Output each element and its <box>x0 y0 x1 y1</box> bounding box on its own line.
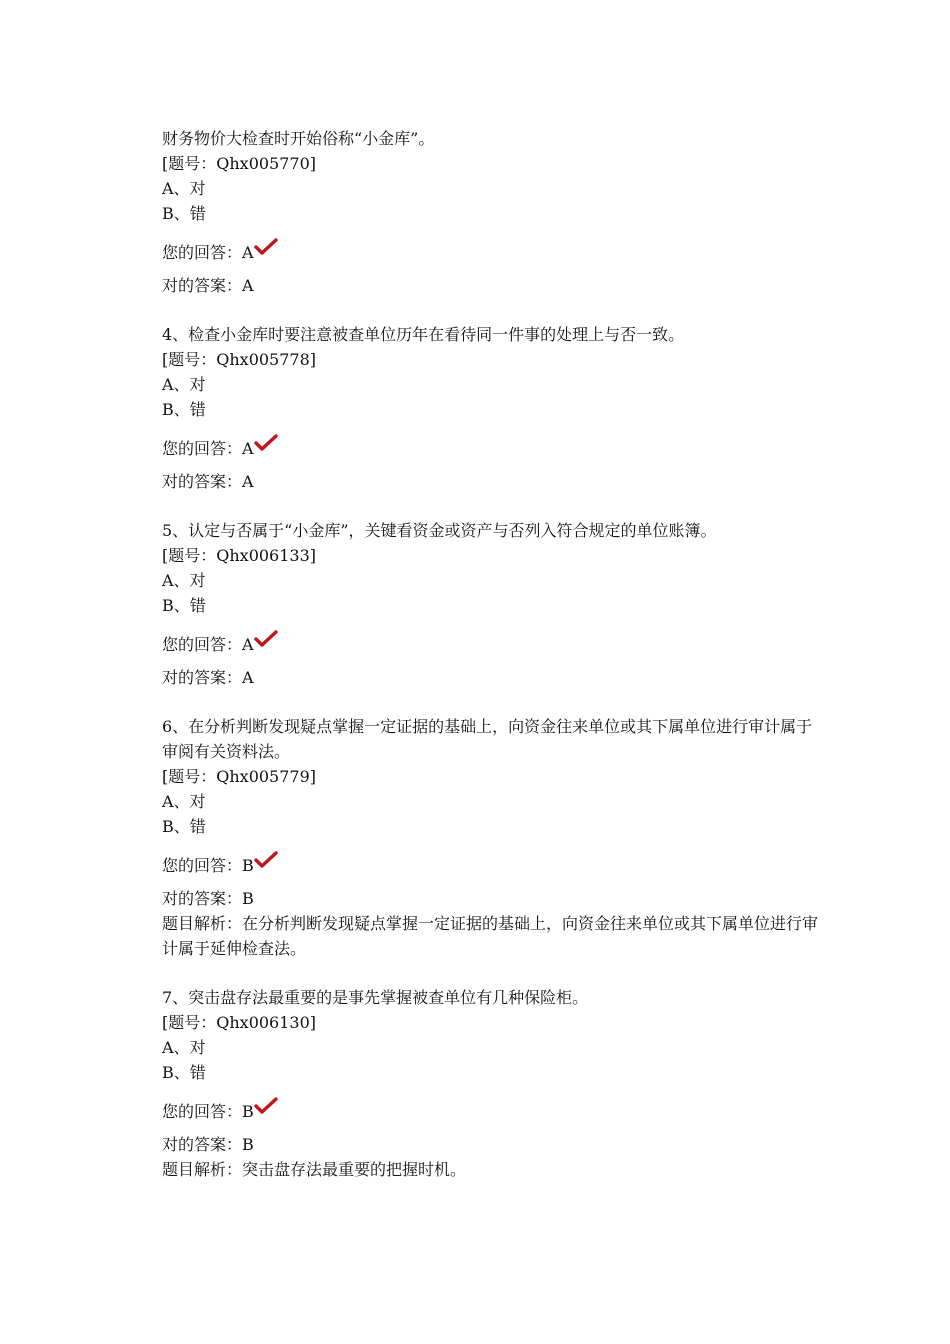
check-mark-icon <box>254 630 278 648</box>
correct-answer-label: 对的答案： <box>162 1135 243 1154</box>
your-answer-value: A <box>242 635 254 654</box>
option-b: B、错 <box>162 400 206 419</box>
correct-answer-label: 对的答案： <box>162 668 243 687</box>
check-mark-icon <box>254 238 278 256</box>
correct-answer-line <box>162 886 822 911</box>
option-a: A、对 <box>162 792 206 811</box>
question-block <box>162 322 822 494</box>
correct-answer-value: A <box>242 472 254 491</box>
your-answer-line <box>162 1097 822 1124</box>
question-text: 财务物价大检查时开始俗称“小金库”。 <box>162 129 435 148</box>
question-id: [题号：Qhx006133] <box>162 546 317 565</box>
question-analysis: 题目解析：在分析判断发现疑点掌握一定证据的基础上，向资金往来单位或其下属单位进行审计属于延伸检查法。 <box>162 914 819 958</box>
question-analysis: 题目解析：突击盘存法最重要的把握时机。 <box>162 1160 467 1179</box>
question-block <box>162 126 822 298</box>
option-a: A、对 <box>162 179 206 198</box>
question-text: 5、认定与否属于“小金库”，关键看资金或资产与否列入符合规定的单位账簿。 <box>162 521 717 540</box>
question-id: [题号：Qhx005778] <box>162 350 317 369</box>
option-b: B、错 <box>162 596 206 615</box>
your-answer-line <box>162 851 822 878</box>
correct-answer-value: B <box>242 889 254 908</box>
question-id: [题号：Qhx005770] <box>162 154 317 173</box>
check-mark-icon <box>254 434 278 452</box>
option-b: B、错 <box>162 204 206 223</box>
option-a: A、对 <box>162 375 206 394</box>
your-answer-line <box>162 630 822 657</box>
question-id: [题号：Qhx005779] <box>162 767 317 786</box>
your-answer-value: B <box>242 1102 254 1121</box>
correct-answer-line <box>162 469 822 494</box>
correct-answer-label: 对的答案： <box>162 472 243 491</box>
correct-answer-value: A <box>242 276 254 295</box>
correct-answer-value: B <box>242 1135 254 1154</box>
check-mark-icon <box>254 1097 278 1115</box>
your-answer-label: 您的回答： <box>162 856 243 875</box>
question-block <box>162 985 822 1182</box>
correct-answer-line <box>162 1132 822 1157</box>
correct-answer-label: 对的答案： <box>162 276 243 295</box>
correct-answer-value: A <box>242 668 254 687</box>
correct-answer-line <box>162 273 822 298</box>
check-mark-icon <box>254 851 278 869</box>
your-answer-value: A <box>242 439 254 458</box>
your-answer-label: 您的回答： <box>162 243 243 262</box>
question-text: 6、在分析判断发现疑点掌握一定证据的基础上，向资金往来单位或其下属单位进行审计属于审阅有关资料法。 <box>162 717 813 761</box>
option-a: A、对 <box>162 1038 206 1057</box>
question-text: 7、突击盘存法最重要的是事先掌握被查单位有几种保险柜。 <box>162 988 589 1007</box>
question-block <box>162 714 822 961</box>
question-text: 4、检查小金库时要注意被查单位历年在看待同一件事的处理上与否一致。 <box>162 325 685 344</box>
question-id: [题号：Qhx006130] <box>162 1013 317 1032</box>
option-b: B、错 <box>162 817 206 836</box>
document-page <box>162 126 822 1182</box>
your-answer-line <box>162 238 822 265</box>
your-answer-label: 您的回答： <box>162 635 243 654</box>
your-answer-value: A <box>242 243 254 262</box>
correct-answer-label: 对的答案： <box>162 889 243 908</box>
your-answer-value: B <box>242 856 254 875</box>
your-answer-label: 您的回答： <box>162 439 243 458</box>
option-a: A、对 <box>162 571 206 590</box>
option-b: B、错 <box>162 1063 206 1082</box>
question-block <box>162 518 822 690</box>
your-answer-label: 您的回答： <box>162 1102 243 1121</box>
correct-answer-line <box>162 665 822 690</box>
your-answer-line <box>162 434 822 461</box>
